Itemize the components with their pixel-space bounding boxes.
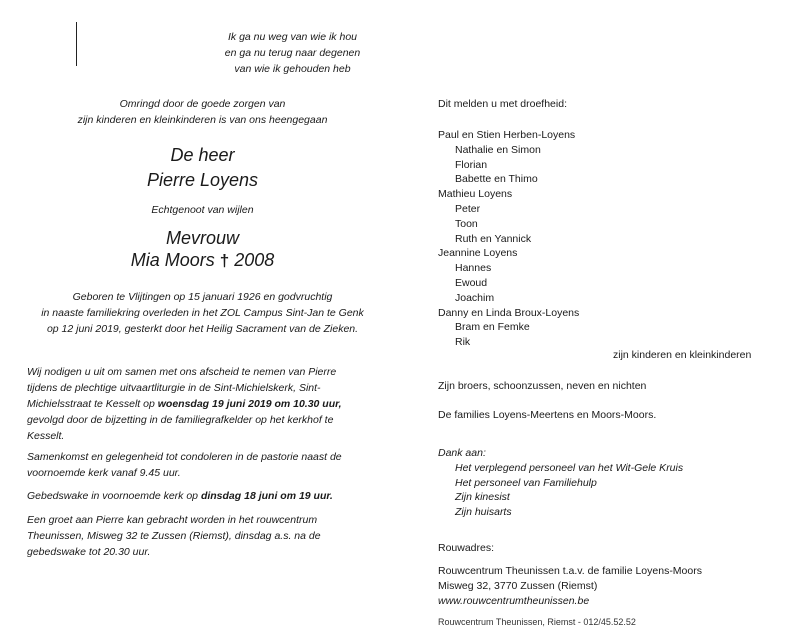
thanks-item: Het personeel van Familiehulp	[455, 476, 597, 489]
family-member: Joachim	[455, 291, 495, 304]
address-line: Rouwcentrum Theunissen t.a.v. de familie Loyens-Moors	[438, 565, 702, 577]
deceased-title: De heer	[170, 145, 235, 165]
family-member: Toon	[455, 217, 478, 230]
invite-text-2: gevolgd door de bijzetting in de familiegrafkelder op het kerkhof te Kesselt.	[27, 414, 334, 442]
family-member: Babette en Thimo	[455, 173, 538, 186]
condolence-info: Samenkomst en gelegenheid tot condoleren in de pastorie naast de voornoemde kerk vanaf 9.45 uur.	[27, 451, 342, 479]
spouse-label: Echtgenoot van wijlen	[151, 204, 254, 216]
family-member: Paul en Stien Herben-Loyens	[438, 129, 576, 141]
address-title: Rouwadres:	[438, 542, 495, 554]
siblings-line: Zijn broers, schoonzussen, neven en nichten	[438, 380, 647, 392]
family-member: Danny en Linda Broux-Loyens	[438, 306, 580, 319]
family-member: Mathieu Loyens	[438, 188, 513, 201]
family-member: Ewoud	[455, 276, 488, 289]
family-list	[438, 128, 778, 350]
families-line: De families Loyens-Meertens en Moors-Moors.	[438, 409, 657, 421]
wake-date: dinsdag 18 juni om 19 uur.	[200, 490, 333, 502]
family-member: Hannes	[455, 262, 492, 275]
thanks-item: Zijn huisarts	[455, 506, 512, 519]
born-line: op 12 juni 2019, gesterkt door het Heilig Sacrament van de Zieken.	[46, 323, 359, 335]
poem	[180, 29, 405, 77]
family-member: Ruth en Yannick	[455, 232, 532, 245]
family-member: Jeannine Loyens	[438, 247, 518, 260]
poem-line: van wie ik gehouden heb	[234, 63, 351, 75]
birth-death-info	[25, 289, 380, 337]
cross-icon: †	[219, 251, 230, 270]
deceased-name: Pierre Loyens	[146, 170, 259, 190]
greeting-info: Een groet aan Pierre kan gebracht worden in het rouwcentrum Theunissen, Misweg 32 te Zussen (Riemst), dinsdag a.s. na de gebedswake tot 20.30 uur.	[27, 514, 321, 558]
thanks-item: Zijn kinesist	[455, 491, 510, 504]
footer: Rouwcentrum Theunissen, Riemst - 012/45.52.52	[438, 617, 636, 627]
thanks-item: Het verplegend personeel van het Wit-Gele Kruis	[455, 461, 684, 474]
born-line: Geboren te Vlijtingen op 15 januari 1926 en godvruchtig	[72, 291, 333, 303]
thanks-section	[438, 446, 778, 520]
family-member: Rik	[455, 336, 471, 349]
address-block	[438, 564, 778, 608]
intro-line: Omringd door de goede zorgen van	[119, 98, 286, 110]
announce-line: Dit melden u met droefheid:	[438, 98, 567, 110]
thanks-title: Dank aan:	[438, 447, 486, 459]
funeral-invitation	[27, 364, 362, 444]
invite-text-1: Wij nodigen u uit om samen met ons afscheid te nemen van Pierre tijdens de plechtige uitvaartliturgie in de Sint-Michielskerk, Sint-Michielsstraat te Kesselt op	[27, 366, 337, 410]
intro-text	[40, 96, 365, 128]
family-member: Florian	[455, 158, 488, 171]
children-line: zijn kinderen en kleinkinderen	[613, 349, 752, 361]
address-line: Misweg 32, 3770 Zussen (Riemst)	[438, 579, 598, 592]
born-line: in naaste familiekring overleden in het ZOL Campus Sint-Jan te Genk	[41, 307, 364, 319]
family-member: Bram en Femke	[455, 321, 530, 334]
poem-line: en ga nu terug naar degenen	[224, 47, 361, 59]
website-link[interactable]: www.rouwcentrumtheunissen.be	[438, 594, 590, 607]
wake-info	[27, 488, 362, 504]
funeral-date: woensdag 19 juni 2019 om 10.30 uur,	[157, 398, 342, 410]
family-member: Peter	[455, 202, 481, 215]
spouse-death-year: 2008	[234, 250, 275, 270]
decorative-vertical-line	[76, 22, 77, 66]
intro-line: zijn kinderen en kleinkinderen is van ons heengegaan	[77, 114, 328, 126]
spouse-name: Mia Moors	[130, 250, 215, 270]
poem-line: Ik ga nu weg van wie ik hou	[228, 31, 357, 43]
wake-text: Gebedswake in voornoemde kerk op	[27, 490, 201, 502]
spouse-title: Mevrouw	[165, 228, 240, 248]
spouse-name-line	[40, 248, 365, 273]
family-member: Nathalie en Simon	[455, 143, 541, 156]
